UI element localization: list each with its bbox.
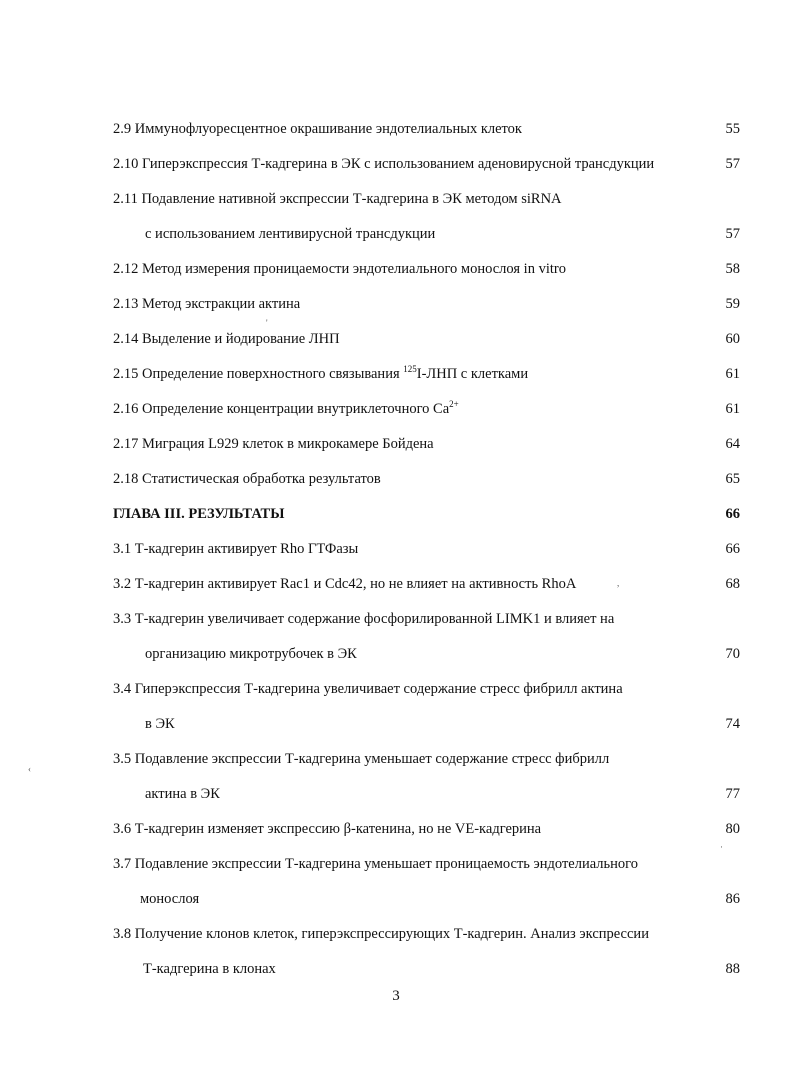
- toc-entry-page: 60: [725, 331, 740, 347]
- toc-entry-title: 3.6 Т-кадгерин изменяет экспрессию β-катенина, но не VE-кадгерина: [113, 821, 542, 837]
- toc-entry-continuation: [0, 712, 792, 736]
- toc-entry-page: 70: [725, 646, 740, 662]
- toc-entry: [0, 467, 792, 491]
- toc-entry-page: 65: [725, 471, 740, 487]
- toc-entry-title: 2.17 Миграция L929 клеток в микрокамере Бойдена: [113, 436, 434, 452]
- toc-entry: [0, 922, 792, 946]
- toc-entry-title: 2.15 Определение поверхностного связывания $^{125}$I-ЛНП с клетками: [113, 364, 529, 382]
- toc-entry-page: 58: [725, 261, 740, 277]
- toc-entry-continuation: [0, 957, 792, 981]
- toc-entry: [0, 292, 792, 316]
- toc-entry-title: 3.8 Получение клонов клеток, гиперэкспрессирующих Т-кадгерин. Анализ экспрессии: [113, 926, 649, 942]
- toc-entry-title: 2.14 Выделение и йодирование ЛНП: [113, 331, 340, 347]
- toc-entry-title: в ЭК: [145, 716, 175, 732]
- toc-entry: [0, 607, 792, 631]
- toc-entry-title: 3.2 Т-кадгерин активирует Rac1 и Cdc42, но не влияет на активность RhoA: [113, 576, 577, 592]
- toc-entry-page: 61: [725, 401, 740, 417]
- toc-entry-title: 2.9 Иммунофлуоресцентное окрашивание эндотелиальных клеток: [113, 121, 522, 137]
- toc-entry: [0, 397, 792, 421]
- toc-entry-title: 2.13 Метод экстракции актина: [113, 296, 301, 312]
- toc-entry: [0, 817, 792, 841]
- toc-entry-page: 86: [725, 891, 740, 907]
- toc-entry-continuation: [0, 887, 792, 911]
- toc-entry-title: 2.16 Определение концентрации внутриклеточного $Ca^{2+}$: [113, 399, 459, 417]
- toc-entry-page: 57: [725, 156, 740, 172]
- toc-entry-page: 55: [725, 121, 740, 137]
- toc-entry-title: 2.12 Метод измерения проницаемости эндотелиального монослоя in vitro: [113, 261, 566, 277]
- toc-entry: [0, 257, 792, 281]
- toc-entry-title: с использованием лентивирусной трансдукции: [145, 226, 436, 242]
- toc-entry-page: 80: [725, 821, 740, 837]
- toc-entry-title: организацию микротрубочек в ЭК: [145, 646, 357, 662]
- toc-entry-title: 3.5 Подавление экспрессии Т-кадгерина уменьшает содержание стресс фибрилл: [113, 751, 610, 767]
- toc-entry: [0, 852, 792, 876]
- toc-entry-page: 66: [725, 541, 740, 557]
- toc-entry: [0, 432, 792, 456]
- toc-entry: [0, 362, 792, 386]
- toc-entry-page: 61: [725, 366, 740, 382]
- toc-entry-page: 64: [725, 436, 740, 452]
- toc-entry-title: актина в ЭК: [145, 786, 220, 802]
- toc-entry-page: 77: [725, 786, 740, 802]
- toc-entry-page: 59: [725, 296, 740, 312]
- superscript: 2+: [449, 399, 459, 409]
- toc-chapter-heading: [0, 502, 792, 526]
- scan-speck: ,: [617, 578, 620, 588]
- page-number: 3: [392, 988, 400, 1004]
- toc-entry-continuation: [0, 642, 792, 666]
- toc-entry: [0, 117, 792, 141]
- toc-entry-title: 2.11 Подавление нативной экспрессии Т-кадгерина в ЭК методом siRNA: [113, 191, 562, 207]
- toc-entry-title: 2.10 Гиперэкспрессия Т-кадгерина в ЭК с использованием аденовирусной трансдукции: [113, 156, 655, 172]
- toc-entry-page: 68: [725, 576, 740, 592]
- toc-entry: [0, 327, 792, 351]
- toc-entry: [0, 537, 792, 561]
- toc-entry: [0, 747, 792, 771]
- toc-entry-title: монослоя: [140, 891, 200, 907]
- toc-entry-title: ГЛАВА III. РЕЗУЛЬТАТЫ: [113, 506, 285, 522]
- superscript: 125: [403, 364, 417, 374]
- toc-entry: [0, 677, 792, 701]
- toc-entry-page: 74: [725, 716, 740, 732]
- toc-entry-continuation: [0, 222, 792, 246]
- toc-entry-title: Т-кадгерина в клонах: [143, 961, 276, 977]
- toc-entry-page: 66: [725, 506, 740, 522]
- toc-entry-title: 2.18 Статистическая обработка результатов: [113, 471, 381, 487]
- toc-entry: [0, 187, 792, 211]
- toc-entry-page: 57: [725, 226, 740, 242]
- toc-entry: [0, 572, 792, 596]
- toc-entry-title: 3.4 Гиперэкспрессия Т-кадгерина увеличивает содержание стресс фибрилл актина: [113, 681, 623, 697]
- toc-entry-title: 3.3 Т-кадгерин увеличивает содержание фосфорилированной LIMK1 и влияет на: [113, 611, 615, 627]
- toc-entry-continuation: [0, 782, 792, 806]
- scan-speck: ·: [720, 842, 723, 852]
- toc-entry-title: 3.1 Т-кадгерин активирует Rho ГТФазы: [113, 541, 359, 557]
- toc-entry: [0, 152, 792, 176]
- scan-speck: ': [266, 318, 268, 328]
- toc-entry-title: 3.7 Подавление экспрессии Т-кадгерина уменьшает проницаемость эндотелиального: [113, 856, 638, 872]
- scan-speck: ‹: [28, 764, 31, 774]
- toc-entry-page: 88: [725, 961, 740, 977]
